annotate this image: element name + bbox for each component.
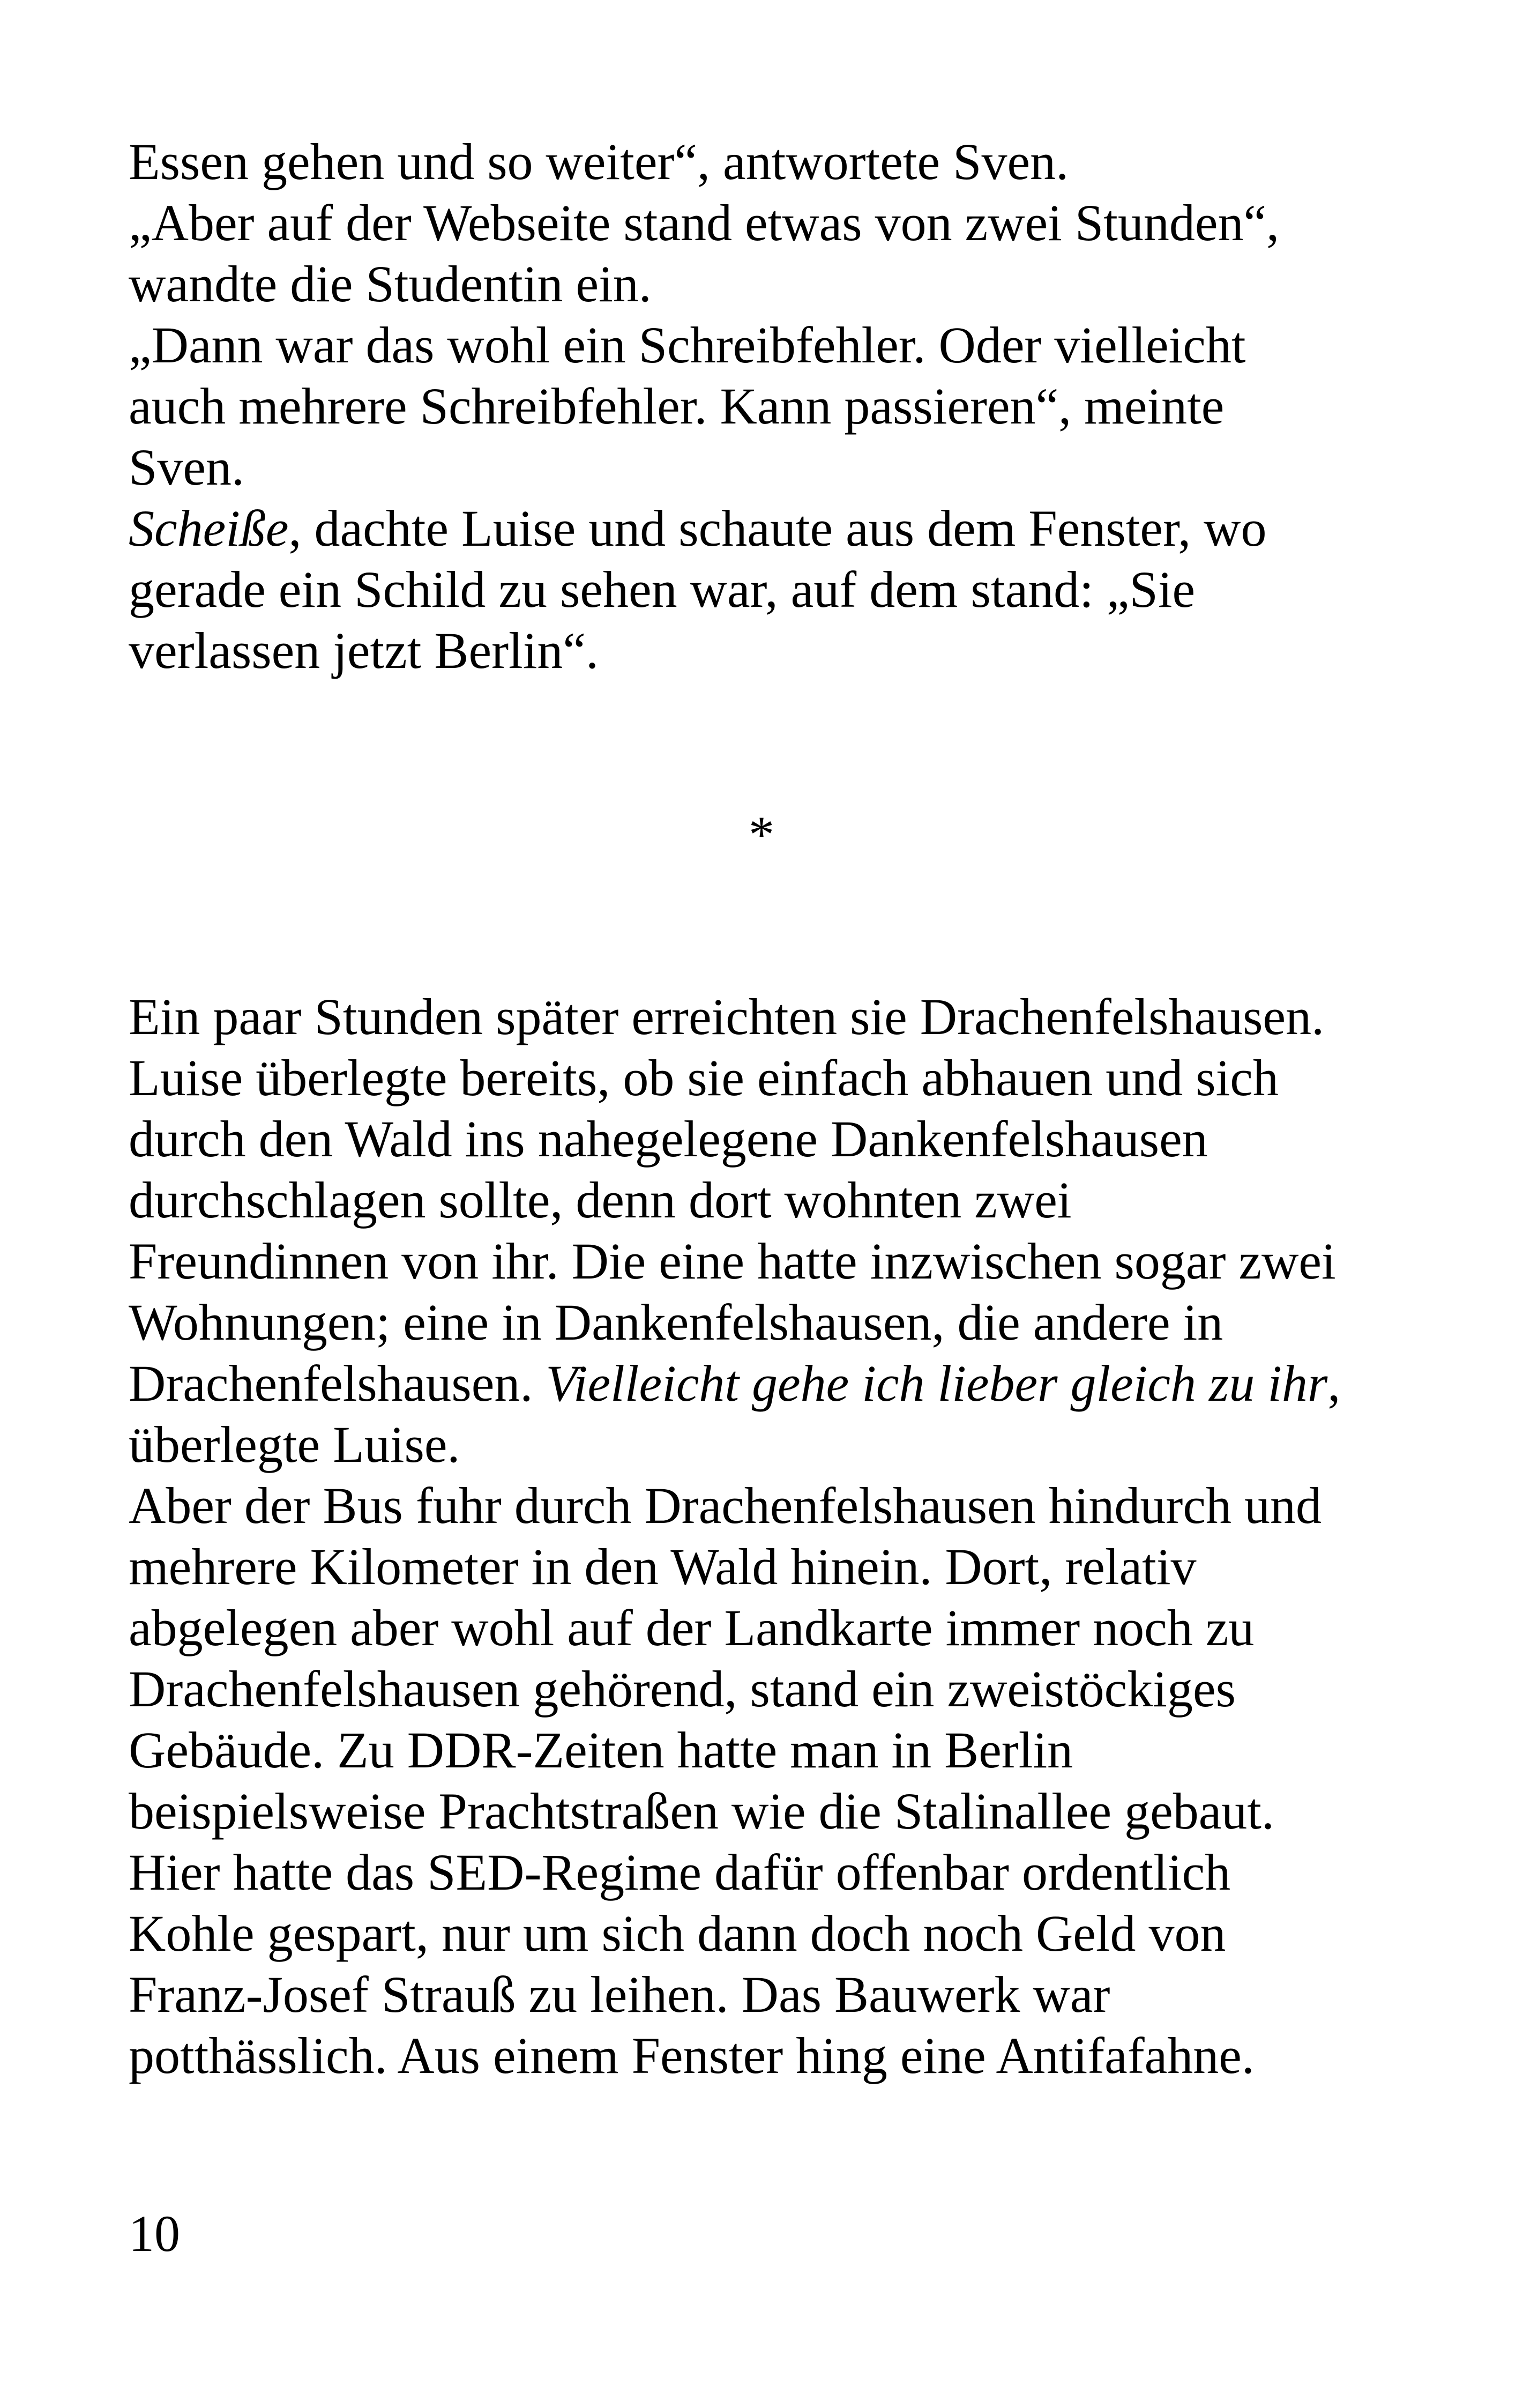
text-line: Freundinnen von ihr. Die eine hatte inzwischen sogar zwei — [129, 1232, 1336, 1290]
text-line: Essen gehen und so weiter“, antwortete Sven. — [129, 133, 1069, 190]
text-line — [129, 498, 1436, 559]
text-line: durch den Wald ins nahegelegene Dankenfelshausen — [129, 1110, 1208, 1168]
paragraph-block-bottom — [129, 986, 1436, 2086]
italic-thought: Scheiße — [129, 500, 289, 557]
text-line: Kohle gespart, nur um sich dann doch noch Geld von — [129, 1905, 1226, 1962]
text-line: abgelegen aber wohl auf der Landkarte immer noch zu — [129, 1599, 1255, 1656]
text-line: durchschlagen sollte, denn dort wohnten zwei — [129, 1171, 1072, 1229]
text-line: „Aber auf der Webseite stand etwas von zwei Stunden“, — [129, 194, 1280, 251]
paragraph-block-top — [129, 131, 1436, 681]
text-line — [129, 1353, 1436, 1414]
text-line: potthässlich. Aus einem Fenster hing eine Antifafahne. — [129, 2027, 1255, 2084]
text-line: beispielsweise Prachtstraßen wie die Stalinallee gebaut. — [129, 1782, 1274, 1840]
text-fragment: , dachte Luise und schaute aus dem Fenster, wo — [288, 500, 1267, 557]
text-fragment: , — [1327, 1355, 1341, 1412]
text-line: verlassen jetzt Berlin“. — [129, 622, 599, 679]
text-line: wandte die Studentin ein. — [129, 255, 652, 313]
section-separator: * — [749, 806, 774, 863]
text-line: Sven. — [129, 439, 244, 496]
text-line: Gebäude. Zu DDR-Zeiten hatte man in Berlin — [129, 1721, 1073, 1779]
text-line: „Dann war das wohl ein Schreibfehler. Oder vielleicht — [129, 316, 1246, 374]
italic-thought: Vielleicht gehe ich lieber gleich zu ihr — [546, 1355, 1328, 1412]
text-line: auch mehrere Schreibfehler. Kann passieren“, meinte — [129, 377, 1225, 435]
text-line: überlegte Luise. — [129, 1416, 460, 1473]
text-line: Luise überlegte bereits, ob sie einfach abhauen und sich — [129, 1049, 1279, 1106]
text-line: Franz-Josef Strauß zu leihen. Das Bauwerk war — [129, 1966, 1110, 2023]
text-line: Hier hatte das SED-Regime dafür offenbar ordentlich — [129, 1844, 1231, 1901]
text-line: Aber der Bus fuhr durch Drachenfelshausen hindurch und — [129, 1477, 1322, 1534]
text-line: Ein paar Stunden später erreichten sie Drachenfelshausen. — [129, 988, 1325, 1045]
text-fragment: Drachenfelshausen. — [129, 1355, 546, 1412]
text-line: Drachenfelshausen gehörend, stand ein zweistöckiges — [129, 1660, 1236, 1718]
text-line: gerade ein Schild zu sehen war, auf dem stand: „Sie — [129, 561, 1196, 618]
text-line: Wohnungen; eine in Dankenfelshausen, die andere in — [129, 1294, 1223, 1351]
text-line: mehrere Kilometer in den Wald hinein. Dort, relativ — [129, 1538, 1197, 1595]
page-number: 10 — [129, 2205, 180, 2262]
